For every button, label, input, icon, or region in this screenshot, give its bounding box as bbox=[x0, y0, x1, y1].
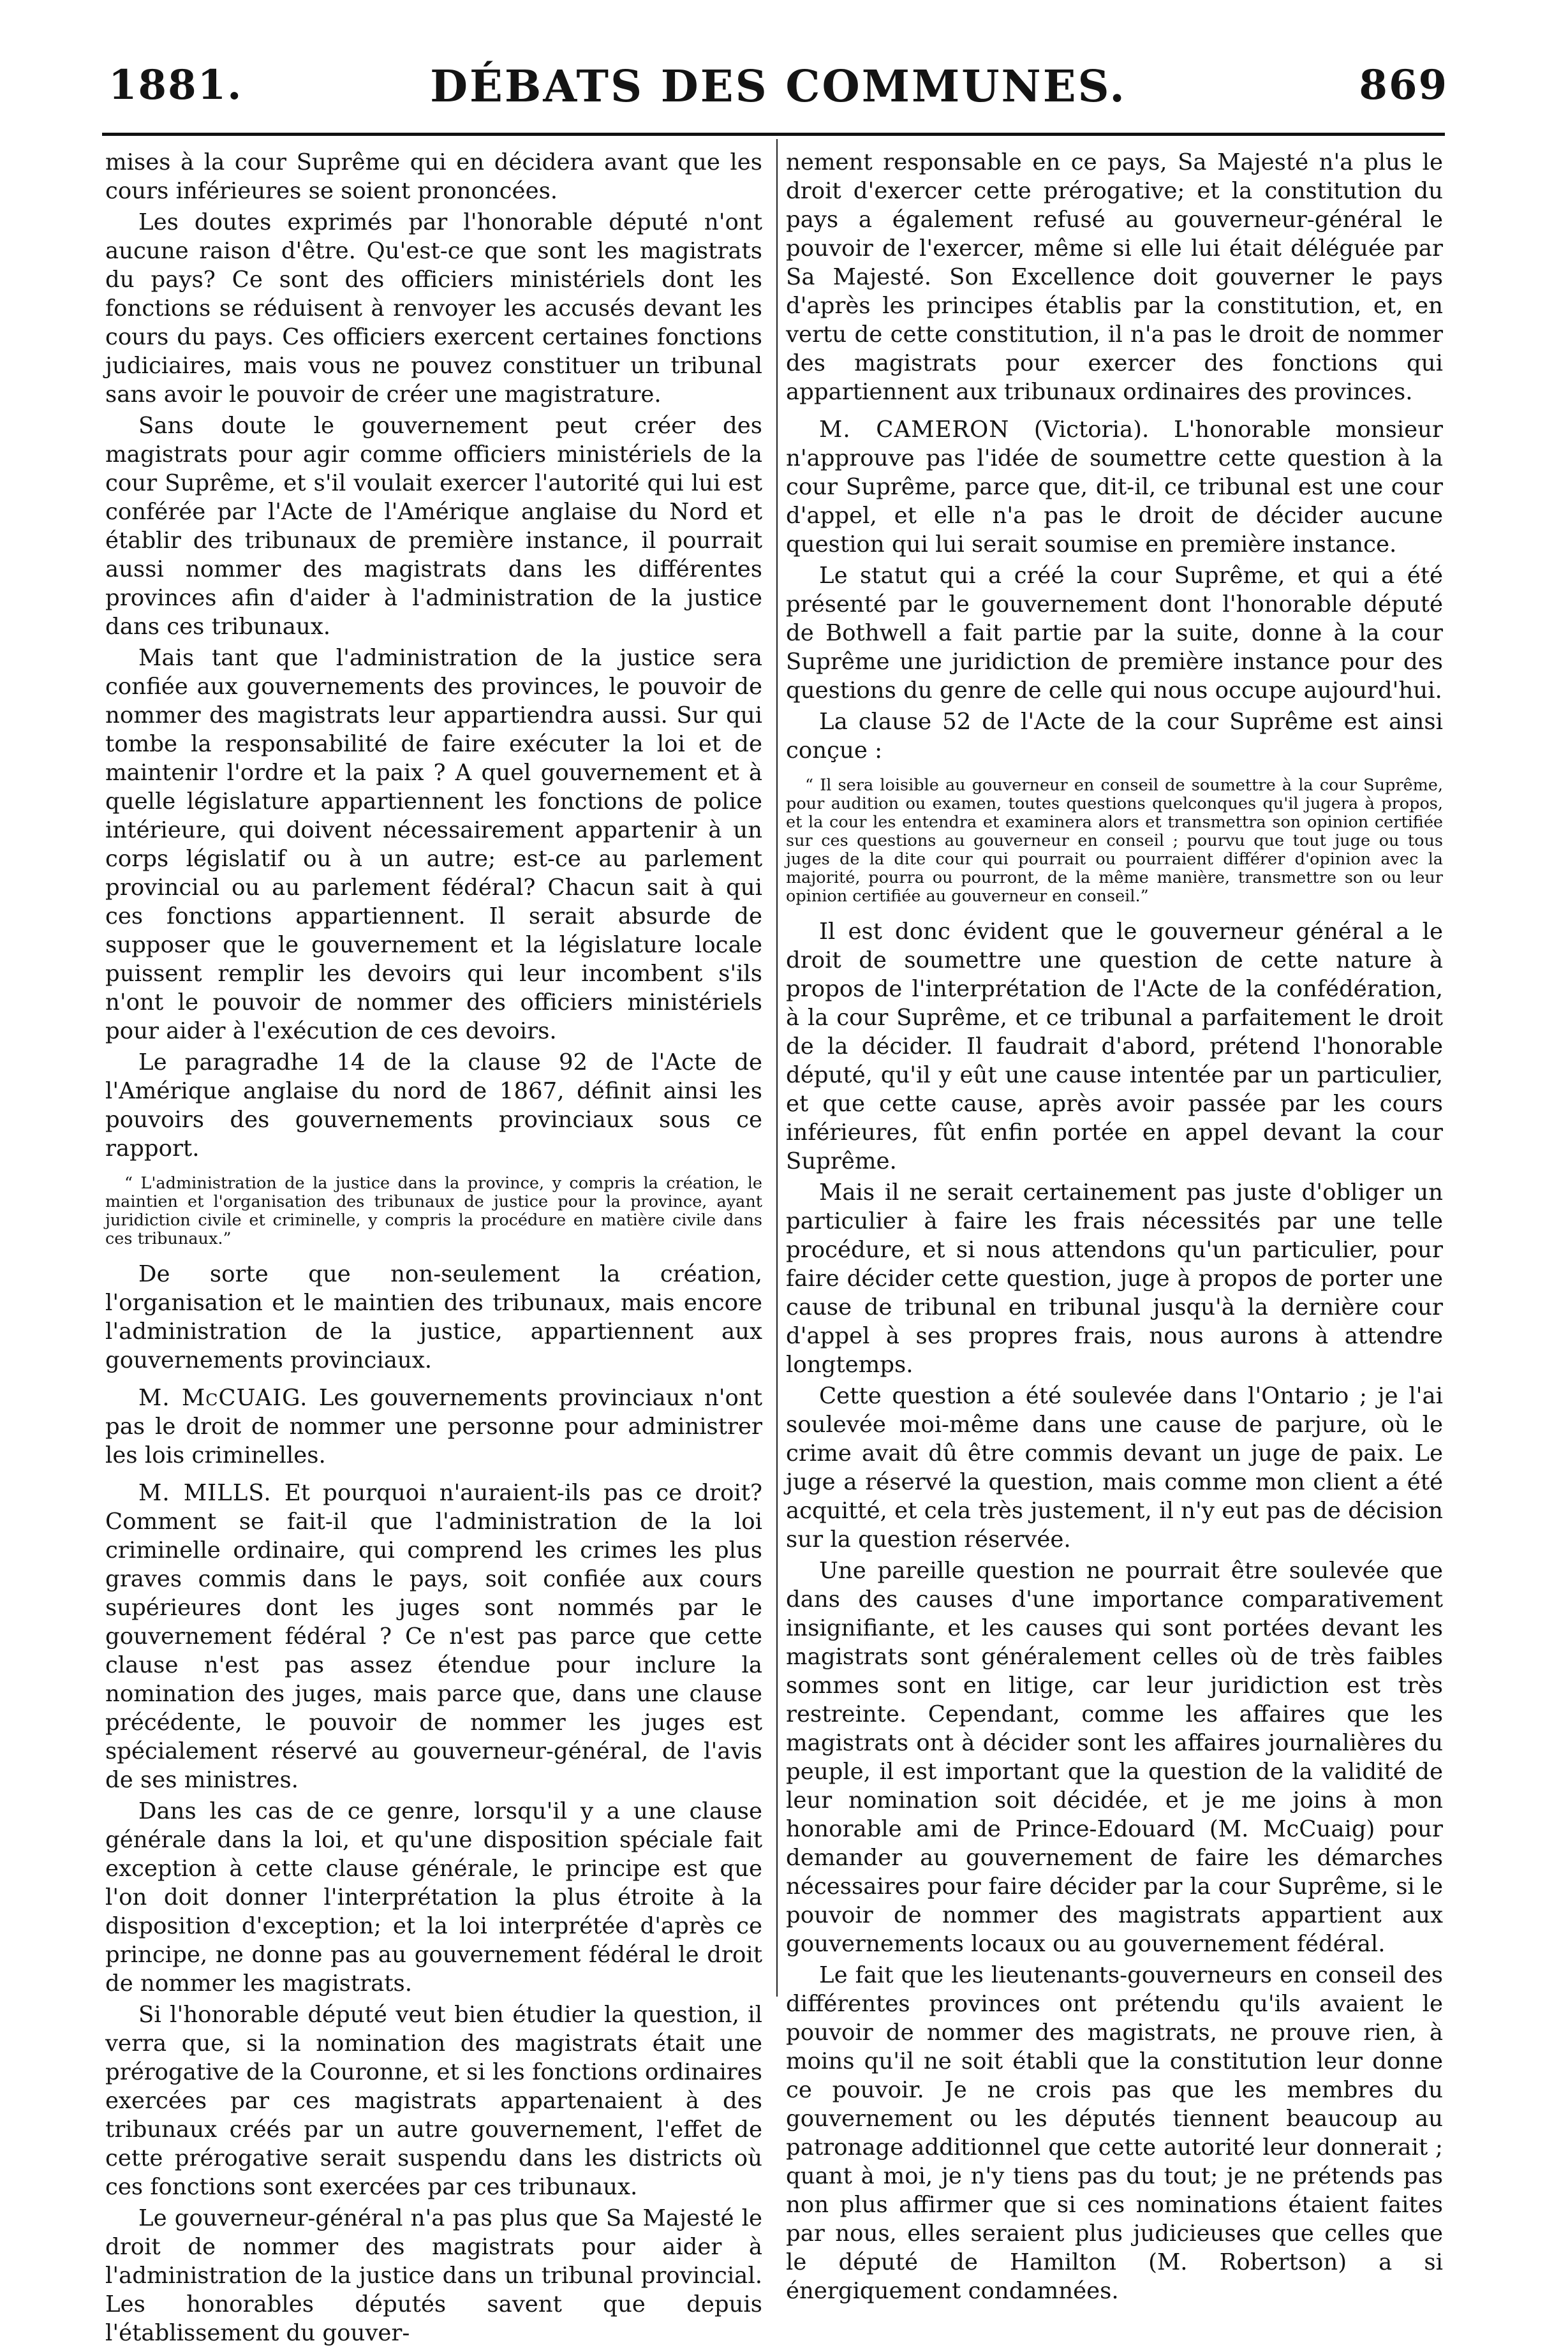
paragraph: Il est donc évident que le gouverneur général a le droit de soumettre une question de cette nature à propos de l'interprétation de l'Acte de la confédération, à la cour Suprême, et ce tribunal a parfaitement le droit de la décider. Il faudrait d'abord, prétend l'honorable député, qu'il y eût une cause intentée par un particulier, et que cette cause, après avoir passée par les cours inférieures, fût enfin portée en appel devant la cour Suprême. bbox=[786, 919, 1443, 1174]
paragraph: Mais tant que l'administration de la justice sera confiée aux gouvernements des provinces, le pouvoir de nommer des magistrats leur appartiendra aussi. Sur qui tombe la responsabilité de faire exécuter la loi et de maintenir l'ordre et la paix ? A quel gouvernement et à quelle législature appartiennent les fonctions de police intérieure, qui doivent nécessairement appartenir à un corps législatif ou à un autre; est-ce au parlement provincial ou au parlement fédéral? Chacun sait à qui ces fonctions appartiennent. Il serait absurde de supposer que le gouvernement et la législature locale puissent remplir les devoirs qui leur incombent s'ils n'ont le pouvoir de nommer des officiers ministériels pour aider à l'exécution de ces devoirs. bbox=[105, 645, 762, 1044]
paragraph: Le fait que les lieutenants-gouverneurs en conseil des différentes provinces ont prétendu qu'ils avaient le pouvoir de nommer des magistrats, ne prouve rien, à moins qu'il ne soit établi que la constitution leur donne ce pouvoir. Je ne crois pas que les membres du gouvernement ou les députés tiennent beaucoup au patronage additionnel que cette autorité leur donnerait ; quant à moi, je n'y tiens pas du tout; je ne prétends pas non plus affirmer que si ces nominations étaient faites par nous, elles seraient plus judicieuses que celles que le député de Hamilton (M. Robertson) a si énergiquement condamnées. bbox=[786, 1962, 1443, 2304]
quoted-passage: “ L'administration de la justice dans la province, y compris la création, le maintien et l'organisation des tribunaux de justice pour la province, ayant juridiction civile et criminelle, y compris la procédure en matière civile dans ces tribunaux.” bbox=[105, 1174, 762, 1248]
speaker-name: M. McCUAIG. bbox=[138, 1385, 308, 1411]
header-rule bbox=[102, 133, 1445, 136]
paragraph: Mais il ne serait certainement pas juste d'obliger un particulier à faire les frais nécessités par une telle procédure, et si nous attendons qu'un particulier, pour faire décider cette question, juge à propos de porter une cause de tribunal en tribunal jusqu'à la dernière cour d'appel à ses propres frais, nous aurons à attendre longtemps. bbox=[786, 1179, 1443, 1378]
paragraph: Cette question a été soulevée dans l'Ontario ; je l'ai soulevée moi-même dans une cause de parjure, où le crime avait dû être commis devant un juge de paix. Le juge a réservé la question, mais comme mon client a été acquitté, et cela très justement, il n'y eut pas de décision sur la question réservée. bbox=[786, 1383, 1443, 1553]
paragraph: Dans les cas de ce genre, lorsqu'il y a une clause générale dans la loi, et qu'une disposition spéciale fait exception à cette clause générale, le principe est que l'on doit donner l'interprétation la plus étroite à la disposition d'exception; et la loi interprétée d'après ce principe, ne donne pas au gouvernement fédéral le droit de nommer les magistrats. bbox=[105, 1798, 762, 1997]
speech-paragraph bbox=[786, 415, 1443, 559]
speech-text: Et pourquoi n'auraient-ils pas ce droit? Comment se fait-il que l'administration de la loi criminelle ordinaire, qui comprend les crimes les plus graves commis dans le pays, soit confiée aux cours supérieures dont les juges sont nommés par le gouvernement fédéral ? Ce n'est pas parce que cette clause n'est pas assez étendue pour inclure la nomination des juges, mais parce que, dans une clause précédente, le pouvoir de nommer les juges est spécialement réservé au gouverneur-général, de l'avis de ses ministres. bbox=[105, 1480, 762, 1793]
header-year: 1881. bbox=[108, 61, 243, 109]
paragraph: De sorte que non-seulement la création, l'organisation et le maintien des tribunaux, mais encore l'administration de la justice, appartiennent aux gouvernements provinciaux. bbox=[105, 1261, 762, 1373]
paragraph: Sans doute le gouvernement peut créer des magistrats pour agir comme officiers ministériels de la cour Suprême, et s'il voulait exercer l'autorité qui lui est conférée par l'Acte de l'Amérique anglaise du Nord et établir des tribunaux de première instance, il pourrait aussi nommer des magistrats dans les différentes provinces afin d'aider à l'administration de la justice dans ces tribunaux. bbox=[105, 413, 762, 640]
speech-paragraph bbox=[105, 1479, 762, 1794]
paragraph: Le paragradhe 14 de la clause 92 de l'Acte de l'Amérique anglaise du nord de 1867, définit ainsi les pouvoirs des gouvernements provinciaux sous ce rapport. bbox=[105, 1049, 762, 1162]
paragraph: Les doutes exprimés par l'honorable député n'ont aucune raison d'être. Qu'est-ce que sont les magistrats du pays? Ce sont des officiers ministériels dont les fonctions se réduisent à renvoyer les accusés devant les cours du pays. Ces officiers exercent certaines fonctions judiciaires, mais vous ne pouvez constituer un tribunal sans avoir le pouvoir de créer une magistrature. bbox=[105, 209, 762, 408]
quoted-passage: “ Il sera loisible au gouverneur en conseil de soumettre à la cour Suprême, pour audition ou examen, toutes questions quelconques qu'il jugera à propos, et la cour les entendra et examinera alors et transmettra son opinion certifiée sur ces questions au gouverneur en conseil ; pourvu que tout juge ou tous juges de la dite cour qui pourrait ou pourraient différer d'opinion avec la majorité, pourra ou pourront, de la même manière, transmettre son ou leur opinion certifiée au gouverneur en conseil.” bbox=[786, 776, 1443, 906]
paragraph: Le gouverneur-général n'a pas plus que Sa Majesté le droit de nommer des magistrats pour aider à l'administration de la justice dans un tribunal provincial. Les honorables députés savent que depuis l'établissement du gouver- bbox=[105, 2205, 762, 2346]
speech-paragraph bbox=[105, 1384, 762, 1470]
left-column bbox=[105, 148, 762, 2350]
speaker-name: M. MILLS. bbox=[138, 1480, 272, 1506]
paragraph: Si l'honorable député veut bien étudier la question, il verra que, si la nomination des magistrats était une prérogative de la Couronne, et si les fonctions ordinaires exercées par ces magistrats appartenaient à des tribunaux créés par un autre gouvernement, l'effet de cette prérogative serait suspendu dans les districts où ces fonctions sont exercées par ces tribunaux. bbox=[105, 2002, 762, 2200]
paragraph: nement responsable en ce pays, Sa Majesté n'a plus le droit d'exercer cette prérogative; et la constitution du pays a également refusé au gouverneur-général le pouvoir de l'exercer, même si elle lui était déléguée par Sa Majesté. Son Excellence doit gouverner le pays d'après les principes établis par la constitution, et, en vertu de cette constitution, il n'a pas le droit de nommer des magistrats pour exercer des fonctions qui appartiennent aux tribunaux ordinaires des provinces. bbox=[786, 149, 1443, 405]
paragraph: mises à la cour Suprême qui en décidera avant que les cours inférieures se soient prononcées. bbox=[105, 149, 762, 204]
speaker-name: M. CAMERON bbox=[819, 417, 1010, 443]
column-divider bbox=[776, 139, 778, 1997]
speech-text: Les gouvernements provinciaux n'ont pas le droit de nommer une personne pour administrer les lois criminelles. bbox=[105, 1385, 762, 1468]
paragraph: Le statut qui a créé la cour Suprême, et qui a été présenté par le gouvernement dont l'honorable député de Bothwell a fait partie par la suite, donne à la cour Suprême une juridiction de première instance pour des questions du genre de celle qui nous occupe aujourd'hui. bbox=[786, 563, 1443, 704]
right-column bbox=[786, 148, 1443, 2308]
paragraph: La clause 52 de l'Acte de la cour Suprême est ainsi conçue : bbox=[786, 709, 1443, 764]
paragraph: Une pareille question ne pourrait être soulevée que dans des causes d'une importance comparativement insignifiante, et les causes qui sont portées devant les magistrats sont généralement celles où de très faibles sommes sont en litige, car leur juridiction est très restreinte. Cependant, comme les affaires que les magistrats ont à décider sont les affaires journalières du peuple, il est important que la question de la validité de leur nomination soit décidée, et je me joins à mon honorable ami de Prince-Edouard (M. McCuaig) pour demander au gouvernement de faire les démarches nécessaires pour faire décider par la cour Suprême, si le pouvoir de nommer des magistrats appartient aux gouvernements locaux ou au gouvernement fédéral. bbox=[786, 1558, 1443, 1957]
page-number: 869 bbox=[1359, 61, 1448, 109]
page-header bbox=[108, 61, 1448, 131]
speech-text: (Victoria). L'honorable monsieur n'approuve pas l'idée de soumettre cette question à la cour Suprême, parce que, dit-il, ce tribunal est une cour d'appel, et elle n'a pas le droit de décider aucune question qui lui serait soumise en première instance. bbox=[786, 417, 1443, 558]
header-title: DÉBATS DES COMMUNES. bbox=[430, 61, 1127, 112]
